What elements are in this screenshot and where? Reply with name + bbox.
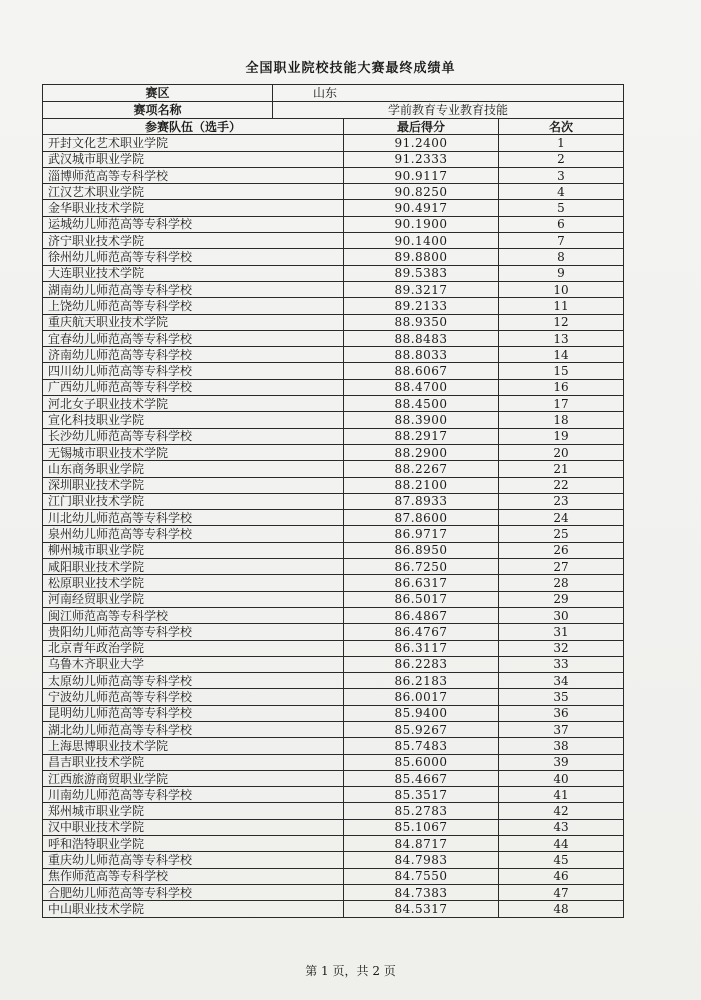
team-cell: 河南经贸职业学院 xyxy=(43,591,344,607)
score-cell: 85.7483 xyxy=(344,738,499,754)
table-row xyxy=(43,624,624,640)
team-cell: 湖南幼儿师范高等专科学校 xyxy=(43,281,344,297)
table-row xyxy=(43,363,624,379)
rank-cell: 6 xyxy=(499,216,624,232)
team-cell: 咸阳职业技术学院 xyxy=(43,559,344,575)
rank-cell: 21 xyxy=(499,461,624,477)
score-cell: 89.3217 xyxy=(344,281,499,297)
team-cell: 合肥幼儿师范高等专科学校 xyxy=(43,884,344,900)
rank-cell: 38 xyxy=(499,738,624,754)
rank-cell: 43 xyxy=(499,819,624,835)
rank-cell: 45 xyxy=(499,852,624,868)
rank-cell: 12 xyxy=(499,314,624,330)
rank-cell: 25 xyxy=(499,526,624,542)
table-row xyxy=(43,265,624,281)
rank-cell: 29 xyxy=(499,591,624,607)
score-cell: 86.4867 xyxy=(344,607,499,623)
team-cell: 呼和浩特职业学院 xyxy=(43,836,344,852)
table-row xyxy=(43,770,624,786)
score-cell: 85.6000 xyxy=(344,754,499,770)
table-row xyxy=(43,803,624,819)
rank-cell: 8 xyxy=(499,249,624,265)
team-cell: 昆明幼儿师范高等专科学校 xyxy=(43,705,344,721)
team-cell: 闽江师范高等专科学校 xyxy=(43,607,344,623)
table-row xyxy=(43,607,624,623)
column-header-team: 参赛队伍（选手） xyxy=(43,119,344,135)
table-row xyxy=(43,412,624,428)
team-cell: 河北女子职业技术学院 xyxy=(43,396,344,412)
rank-cell: 27 xyxy=(499,559,624,575)
score-cell: 90.4917 xyxy=(344,200,499,216)
team-cell: 上海思博职业技术学院 xyxy=(43,738,344,754)
team-cell: 宁波幼儿师范高等专科学校 xyxy=(43,689,344,705)
rank-cell: 13 xyxy=(499,330,624,346)
team-cell: 江门职业技术学院 xyxy=(43,493,344,509)
table-row xyxy=(43,901,624,917)
table-row xyxy=(43,233,624,249)
team-cell: 焦作师范高等专科学校 xyxy=(43,868,344,884)
document-title: 全国职业院校技能大赛最终成绩单 xyxy=(245,61,456,76)
table-row xyxy=(43,249,624,265)
column-header-row xyxy=(43,119,624,135)
table-row xyxy=(43,559,624,575)
team-cell: 江西旅游商贸职业学院 xyxy=(43,770,344,786)
table-row xyxy=(43,591,624,607)
score-cell: 91.2333 xyxy=(344,151,499,167)
table-row xyxy=(43,493,624,509)
rank-cell: 2 xyxy=(499,151,624,167)
table-row xyxy=(43,640,624,656)
score-cell: 86.3117 xyxy=(344,640,499,656)
score-cell: 88.8483 xyxy=(344,330,499,346)
table-row xyxy=(43,216,624,232)
score-cell: 86.0017 xyxy=(344,689,499,705)
table-row xyxy=(43,656,624,672)
rank-cell: 34 xyxy=(499,673,624,689)
score-cell: 90.1900 xyxy=(344,216,499,232)
score-cell: 90.1400 xyxy=(344,233,499,249)
score-cell: 87.8933 xyxy=(344,493,499,509)
rank-cell: 44 xyxy=(499,836,624,852)
team-cell: 江汉艺术职业学院 xyxy=(43,184,344,200)
team-cell: 济宁职业技术学院 xyxy=(43,233,344,249)
score-cell: 91.2400 xyxy=(344,135,499,151)
table-row xyxy=(43,852,624,868)
rank-cell: 9 xyxy=(499,265,624,281)
rank-cell: 35 xyxy=(499,689,624,705)
rank-cell: 42 xyxy=(499,803,624,819)
table-row xyxy=(43,135,624,151)
team-cell: 济南幼儿师范高等专科学校 xyxy=(43,347,344,363)
table-row xyxy=(43,477,624,493)
rank-cell: 4 xyxy=(499,184,624,200)
table-row xyxy=(43,347,624,363)
score-cell: 87.8600 xyxy=(344,510,499,526)
score-cell: 88.4500 xyxy=(344,396,499,412)
rank-cell: 30 xyxy=(499,607,624,623)
table-row xyxy=(43,461,624,477)
score-cell: 84.7983 xyxy=(344,852,499,868)
team-cell: 宜春幼儿师范高等专科学校 xyxy=(43,330,344,346)
team-cell: 深圳职业技术学院 xyxy=(43,477,344,493)
table-row xyxy=(43,330,624,346)
rank-cell: 15 xyxy=(499,363,624,379)
table-row xyxy=(43,689,624,705)
table-row xyxy=(43,819,624,835)
event-label: 赛项名称 xyxy=(43,102,273,119)
team-cell: 金华职业技术学院 xyxy=(43,200,344,216)
score-cell: 85.3517 xyxy=(344,787,499,803)
rank-cell: 16 xyxy=(499,379,624,395)
team-cell: 运城幼儿师范高等专科学校 xyxy=(43,216,344,232)
rank-cell: 36 xyxy=(499,705,624,721)
table-row xyxy=(43,298,624,314)
table-row xyxy=(43,151,624,167)
event-row xyxy=(43,102,624,119)
rank-cell: 14 xyxy=(499,347,624,363)
team-cell: 长沙幼儿师范高等专科学校 xyxy=(43,428,344,444)
region-value: 山东 xyxy=(273,85,624,102)
rank-cell: 37 xyxy=(499,721,624,737)
team-cell: 太原幼儿师范高等专科学校 xyxy=(43,673,344,689)
team-cell: 汉中职业技术学院 xyxy=(43,819,344,835)
score-cell: 86.9717 xyxy=(344,526,499,542)
team-cell: 广西幼儿师范高等专科学校 xyxy=(43,379,344,395)
results-table xyxy=(42,84,624,918)
rank-cell: 7 xyxy=(499,233,624,249)
score-cell: 88.8033 xyxy=(344,347,499,363)
team-cell: 宣化科技职业学院 xyxy=(43,412,344,428)
table-row xyxy=(43,787,624,803)
rank-cell: 33 xyxy=(499,656,624,672)
score-cell: 88.9350 xyxy=(344,314,499,330)
table-row xyxy=(43,721,624,737)
rank-cell: 17 xyxy=(499,396,624,412)
rank-cell: 41 xyxy=(499,787,624,803)
rank-cell: 5 xyxy=(499,200,624,216)
table-row xyxy=(43,575,624,591)
table-row xyxy=(43,510,624,526)
score-cell: 86.2283 xyxy=(344,656,499,672)
rank-cell: 47 xyxy=(499,884,624,900)
table-row xyxy=(43,281,624,297)
score-cell: 85.9267 xyxy=(344,721,499,737)
rank-cell: 1 xyxy=(499,135,624,151)
score-cell: 88.2100 xyxy=(344,477,499,493)
table-row xyxy=(43,167,624,183)
rank-cell: 11 xyxy=(499,298,624,314)
table-row xyxy=(43,428,624,444)
score-cell: 90.9117 xyxy=(344,167,499,183)
score-cell: 84.7383 xyxy=(344,884,499,900)
score-cell: 85.4667 xyxy=(344,770,499,786)
score-cell: 84.5317 xyxy=(344,901,499,917)
region-row xyxy=(43,85,624,102)
table-row xyxy=(43,396,624,412)
table-row xyxy=(43,836,624,852)
team-cell: 松原职业技术学院 xyxy=(43,575,344,591)
table-row xyxy=(43,868,624,884)
team-cell: 川南幼儿师范高等专科学校 xyxy=(43,787,344,803)
team-cell: 大连职业技术学院 xyxy=(43,265,344,281)
table-row xyxy=(43,184,624,200)
team-cell: 北京青年政治学院 xyxy=(43,640,344,656)
column-header-score: 最后得分 xyxy=(344,119,499,135)
score-cell: 88.6067 xyxy=(344,363,499,379)
page-footer: 第 1 页，共 2 页 xyxy=(305,964,396,978)
team-cell: 乌鲁木齐职业大学 xyxy=(43,656,344,672)
score-cell: 86.7250 xyxy=(344,559,499,575)
table-row xyxy=(43,379,624,395)
rank-cell: 39 xyxy=(499,754,624,770)
team-cell: 重庆幼儿师范高等专科学校 xyxy=(43,852,344,868)
score-cell: 88.2267 xyxy=(344,461,499,477)
rank-cell: 22 xyxy=(499,477,624,493)
table-row xyxy=(43,200,624,216)
team-cell: 昌吉职业技术学院 xyxy=(43,754,344,770)
score-cell: 90.8250 xyxy=(344,184,499,200)
team-cell: 贵阳幼儿师范高等专科学校 xyxy=(43,624,344,640)
rank-cell: 26 xyxy=(499,542,624,558)
score-cell: 84.7550 xyxy=(344,868,499,884)
score-cell: 85.1067 xyxy=(344,819,499,835)
team-cell: 上饶幼儿师范高等专科学校 xyxy=(43,298,344,314)
region-label: 赛区 xyxy=(43,85,273,102)
score-cell: 89.2133 xyxy=(344,298,499,314)
column-header-rank: 名次 xyxy=(499,119,624,135)
table-row xyxy=(43,705,624,721)
table-row xyxy=(43,314,624,330)
score-cell: 84.8717 xyxy=(344,836,499,852)
score-cell: 86.6317 xyxy=(344,575,499,591)
rank-cell: 48 xyxy=(499,901,624,917)
team-cell: 徐州幼儿师范高等专科学校 xyxy=(43,249,344,265)
table-row xyxy=(43,444,624,460)
team-cell: 武汉城市职业学院 xyxy=(43,151,344,167)
team-cell: 重庆航天职业技术学院 xyxy=(43,314,344,330)
score-cell: 86.4767 xyxy=(344,624,499,640)
score-cell: 85.9400 xyxy=(344,705,499,721)
team-cell: 无锡城市职业技术学院 xyxy=(43,444,344,460)
rank-cell: 23 xyxy=(499,493,624,509)
rank-cell: 31 xyxy=(499,624,624,640)
score-cell: 85.2783 xyxy=(344,803,499,819)
score-cell: 89.5383 xyxy=(344,265,499,281)
team-cell: 开封文化艺术职业学院 xyxy=(43,135,344,151)
team-cell: 柳州城市职业学院 xyxy=(43,542,344,558)
score-cell: 88.3900 xyxy=(344,412,499,428)
team-cell: 川北幼儿师范高等专科学校 xyxy=(43,510,344,526)
score-cell: 86.5017 xyxy=(344,591,499,607)
rank-cell: 46 xyxy=(499,868,624,884)
rank-cell: 18 xyxy=(499,412,624,428)
score-cell: 88.4700 xyxy=(344,379,499,395)
rank-cell: 24 xyxy=(499,510,624,526)
rank-cell: 19 xyxy=(499,428,624,444)
score-cell: 89.8800 xyxy=(344,249,499,265)
table-row xyxy=(43,884,624,900)
table-row xyxy=(43,738,624,754)
rank-cell: 20 xyxy=(499,444,624,460)
rank-cell: 10 xyxy=(499,281,624,297)
rank-cell: 40 xyxy=(499,770,624,786)
score-cell: 88.2917 xyxy=(344,428,499,444)
rank-cell: 3 xyxy=(499,167,624,183)
table-row xyxy=(43,526,624,542)
team-cell: 湖北幼儿师范高等专科学校 xyxy=(43,721,344,737)
table-row xyxy=(43,673,624,689)
rank-cell: 28 xyxy=(499,575,624,591)
team-cell: 郑州城市职业学院 xyxy=(43,803,344,819)
team-cell: 中山职业技术学院 xyxy=(43,901,344,917)
table-row xyxy=(43,754,624,770)
team-cell: 泉州幼儿师范高等专科学校 xyxy=(43,526,344,542)
table-row xyxy=(43,542,624,558)
team-cell: 山东商务职业学院 xyxy=(43,461,344,477)
team-cell: 淄博师范高等专科学校 xyxy=(43,167,344,183)
event-value: 学前教育专业教育技能 xyxy=(273,102,624,119)
team-cell: 四川幼儿师范高等专科学校 xyxy=(43,363,344,379)
score-cell: 88.2900 xyxy=(344,444,499,460)
rank-cell: 32 xyxy=(499,640,624,656)
score-cell: 86.2183 xyxy=(344,673,499,689)
score-cell: 86.8950 xyxy=(344,542,499,558)
